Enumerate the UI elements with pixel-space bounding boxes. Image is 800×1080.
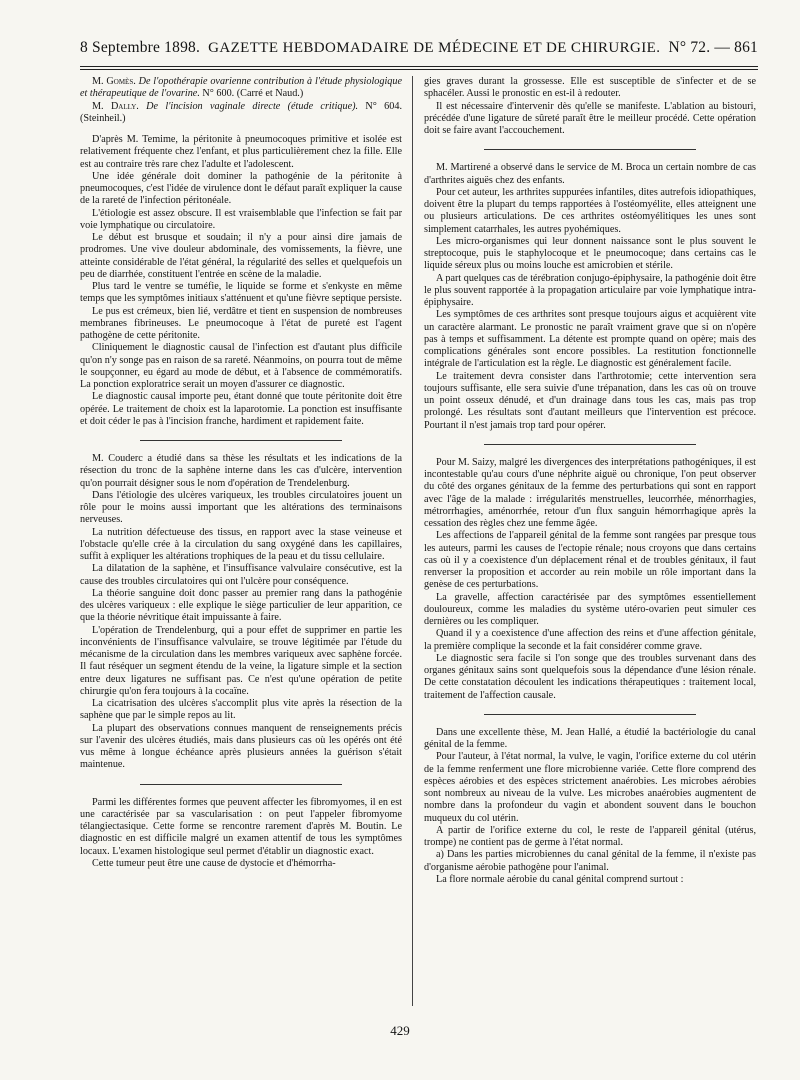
section-separator bbox=[484, 714, 696, 715]
reference-2 bbox=[80, 101, 402, 126]
paragraph: Pour l'auteur, à l'état normal, la vulve, le vagin, l'orifice externe du col utérin de la femme renferment une flore microbienne variée. Cette flore comprend des espèces aérobies et des espèces strictement anaérobies. Les microbes aérobies sont nombreux au niveau de la vulve. Les microbes anaérobies augmentent de nombre dans la profondeur du vagin et abondent souvent dans le bouchon muqueux du col utérin. bbox=[424, 751, 756, 824]
right-column bbox=[424, 76, 756, 1006]
column-divider bbox=[412, 76, 413, 1006]
paragraph: M. Couderc a étudié dans sa thèse les résultats et les indications de la résection du tronc de la saphène interne dans les cas d'ulcère, intervention qu'on pourrait désigner sous le nom d'opération de Trendelenburg. bbox=[80, 453, 402, 489]
paragraph: a) Dans les parties microbiennes du canal génital de la femme, il n'existe pas d'organisme aérobie pathogène pour l'animal. bbox=[424, 849, 756, 873]
paragraph: Dans l'étiologie des ulcères variqueux, les troubles circulatoires jouent un rôle pour le moins aussi important que les altérations des terminaisons nerveuses. bbox=[80, 489, 402, 526]
paragraph: La plupart des observations connues manquent de renseignements précis sur l'avenir des ulcères étudiés, mais dans plusieurs cas où les opérés ont été vus même à longue échéance après plusieurs années la guérison s'était maintenue. bbox=[80, 722, 402, 771]
paragraph: Une idée générale doit dominer la pathogénie de la péritonite à pneumocoques, c'est l'idée de virulence dont le défaut paraît expliquer la cause de la rareté de l'infection péritonéale. bbox=[80, 170, 402, 207]
article-temime bbox=[80, 134, 402, 428]
paragraph: Cette tumeur peut être une cause de dystocie et d'hémorrha- bbox=[92, 857, 336, 869]
paragraph: La flore normale aérobie du canal génital comprend surtout : bbox=[436, 873, 684, 885]
article-halle bbox=[424, 727, 756, 886]
reference-details: N° 600. (Carré et Naud.) bbox=[199, 88, 304, 100]
paragraph: gies graves durant la grossesse. Elle est susceptible de s'infecter et de se sphacéler. Aussi le pronostic en est-il à redouter. bbox=[424, 76, 756, 100]
section-separator bbox=[484, 444, 696, 445]
reference-title: De l'opothérapie ovarienne contribution à l'étude physiologique et thérapeutique de l'ovarine. bbox=[80, 76, 402, 100]
paragraph: La cicatrisation des ulcères s'accomplit plus vite après la résection de la saphène que par le simple repos au lit. bbox=[80, 698, 402, 722]
header-date: 8 Septembre 1898. bbox=[80, 39, 201, 56]
paragraph: Il est nécessaire d'intervenir dès qu'elle se manifeste. L'ablation au bistouri, précédée d'une ligature de sûreté paraît être le meilleur procédé. Cette opération doit se faire avant l'accouchement. bbox=[424, 100, 756, 136]
left-column bbox=[80, 76, 402, 1006]
paragraph: Le traitement devra consister dans l'arthrotomie; cette intervention sera toujours suffisante, elle sera suivie d'une trépanation, dans les cas où on trouve un point osseux dénudé, et d'un drainage dans tous les cas, mais pas trop prolongé. Les résultats sont d'autant meilleurs que l'intervention est précoce. Pourtant il n'est jamais trop tard pour opérer. bbox=[424, 370, 756, 431]
paragraph: La théorie sanguine doit donc passer au premier rang dans la pathogénie des ulcères variqueux : elle explique le siège particulier de leur apparition, ce que la théorie névritique était impuissante à faire. bbox=[80, 587, 402, 624]
paragraph: M. Martirené a observé dans le service de M. Broca un certain nombre de cas d'arthrites aiguës chez des enfants. bbox=[424, 162, 756, 186]
paragraph: Quand il y a coexistence d'une affection des reins et d'une affection génitale, la première complique la seconde et la fait considérer comme grave. bbox=[424, 628, 756, 652]
paragraph: A partir de l'orifice externe du col, le reste de l'appareil génital (utérus, trompe) ne contient pas de germe à l'état normal. bbox=[424, 824, 756, 848]
paragraph: Le diagnostic causal importe peu, étant donné que toute péritonite doit être opérée. Le traitement de choix est la laparotomie. La ponction est insuffisante et doit céder le pas à l'incision franche, hardiment et rapidement faite. bbox=[80, 391, 402, 427]
header-number: N° 72. — 861 bbox=[668, 39, 758, 56]
paragraph: Le diagnostic sera facile si l'on songe que des troubles survenant dans des organes génitaux sains sont quelquefois sous la dépendance d'une lésion rénale. De cette constatation découlent les indications thérapeutiques : traitement local, traitement de l'affection causale. bbox=[424, 652, 756, 701]
header-title: GAZETTE HEBDOMADAIRE DE MÉDECINE ET DE CHIRURGIE. bbox=[208, 40, 661, 56]
article-boutin-continued bbox=[424, 76, 756, 137]
paragraph: A part quelques cas de térébration conjugo-épiphysaire, la pathogénie doit être le plus souvent rapportée à la propagation articulaire par voie lymphatique intra-épiphysaire. bbox=[424, 272, 756, 308]
reference-1 bbox=[80, 76, 402, 101]
section-separator bbox=[140, 784, 342, 785]
article-couderc bbox=[80, 453, 402, 772]
reference-title: De l'incision vaginale directe (étude critique). bbox=[146, 100, 359, 112]
paragraph: Cliniquement le diagnostic causal de l'infection est d'autant plus difficile qu'on n'y songe pas en raison de sa rareté. Néanmoins, on pourra tout de même le soupçonner, eu égard au mode de début, et à l'absence de commémoratifs. La ponction exploratrice serait un moyen d'assurer ce diagnostic. bbox=[80, 342, 402, 390]
paragraph: Les symptômes de ces arthrites sont presque toujours aigus et acquièrent vite un caractère alarmant. Le pronostic ne paraît vraiment grave que si on n'opère pas à temps et suffisamment. La détente est prompte quand on opère; mais des complications générales sont encore possibles. La restitution fonctionnelle intégrale de l'articulation est la règle. Le diagnostic est généralement facile. bbox=[424, 309, 756, 370]
running-header bbox=[80, 39, 758, 63]
paragraph: Dans une excellente thèse, M. Jean Hallé, a étudié la bactériologie du canal génital de la femme. bbox=[424, 726, 756, 750]
page-number: 429 bbox=[390, 1023, 410, 1038]
reference-author: M. Dally. bbox=[92, 100, 139, 112]
paragraph: L'étiologie est assez obscure. Il est vraisemblable que l'infection se fait par voie lymphatique ou circulatoire. bbox=[80, 207, 402, 231]
paragraph: Plus tard le ventre se tuméfie, le liquide se forme et s'enkyste en même temps que les symptômes initiaux s'atténuent et qu'une fièvre septique persiste. bbox=[80, 281, 402, 305]
paragraph: Le début est brusque et soudain; il n'y a pour ainsi dire jamais de prodromes. Une vive douleur abdominale, des vomissements, la fièvre, une atteinte considérable de l'état général, la régularité des selles et quelquefois un peu de diarrhée, constituent l'entrée en scène de la maladie. bbox=[80, 232, 402, 280]
section-separator bbox=[140, 440, 342, 441]
article-saizy bbox=[424, 457, 756, 702]
paragraph: Les affections de l'appareil génital de la femme sont rangées par presque tous les auteurs, parmi les causes de l'ectopie rénale; nous croyons que dans certains cas où il y a coexistence d'un déplacement rénal et de troubles génitaux, il faut renverser la proposition et accorder au rein mobile un rôle important dans la genèse de ces perturbations. bbox=[424, 530, 756, 591]
paragraph: La dilatation de la saphène, et l'insuffisance valvulaire consécutive, est la cause des troubles circulatoires qui ont l'ulcère pour conséquence. bbox=[80, 563, 402, 587]
paragraph: Pour M. Saizy, malgré les divergences des interprétations pathogéniques, il est incontestable qu'au cours d'une néphrite aiguë ou chronique, l'on peut observer du côté des organes génitaux de la femme des perturbations qui sont en rapport avec l'âge de la malade : irrégularités menstruelles, leucorrhée, ménorrhagies, métrorrhagies, aménorrhée, retour d'un flux sanguin hémorrhagique après la cessation des règles chez une femme âgée. bbox=[424, 456, 756, 529]
article-boutin bbox=[80, 797, 402, 871]
paragraph: Le pus est crémeux, bien lié, verdâtre et tient en suspension de nombreuses membranes fibrineuses. Le pneumocoque à l'état de pureté est l'agent pathogène de cette péritonite. bbox=[80, 305, 402, 341]
header-rule bbox=[80, 66, 758, 67]
header-rule-double bbox=[80, 69, 758, 70]
paragraph: La nutrition défectueuse des tissus, en rapport avec la stase veineuse et l'obstacle qu'elle crée à la circulation du sang oxygéné dans les capillaires, suffit à expliquer les altérations trophiques de la peau et du tissu cellulaire. bbox=[80, 526, 402, 562]
paragraph: Les micro-organismes qui leur donnent naissance sont le plus souvent le streptocoque, puis le staphylocoque et le pneumocoque; dans certains cas le liquide séreux plus ou moins louche est amicrobien et stérile. bbox=[424, 235, 756, 272]
paragraph: Pour cet auteur, les arthrites suppurées infantiles, dites autrefois idiopathiques, doivent être la plupart du temps rapportées à l'ostéomyélite, elles atteignent une ou plusieurs articulations. De ces arthrites ostéomyélitiques les unes sont simplement catarrhales, les autres pyohémiques. bbox=[424, 186, 756, 235]
paragraph: D'après M. Temime, la péritonite à pneumocoques primitive et isolée est relativement fréquente chez l'enfant, et plus particulièrement chez la fille. Elle est au contraire très rare chez l'adulte et l'adolescent. bbox=[80, 134, 402, 170]
reference-author: M. Gomès. bbox=[92, 76, 136, 87]
paragraph: La gravelle, affection caractérisée par des symptômes essentiellement douloureux, comme les maladies du système utéro-ovarien peut simuler ces dernières ou les compliquer. bbox=[424, 591, 756, 627]
article-martirene bbox=[424, 162, 756, 432]
reference-details: N° 604. (Steinheil.) bbox=[80, 100, 402, 124]
paragraph: L'opération de Trendelenburg, qui a pour effet de supprimer en partie les inconvénients de l'insuffisance valvulaire, se trouve légitimée par l'étude du mécanisme de la circulation dans les membres variqueux avec saphène forcée. Il faut réséquer un segment étendu de la veine, la ligature simple et la section entre deux ligatures ne suffisant pas. Ce n'est qu'une opération de petite chirurgie qu'on fera toujours à la cocaïne. bbox=[80, 624, 402, 697]
paragraph: Parmi les différentes formes que peuvent affecter les fibromyomes, il en est une caractérisée par sa vascularisation : on peut l'appeler fibromyome télangiectasique. Cette forme se rencontre rarement d'après M. Boutin. Le diagnostic en est difficile malgré un examen attentif de tous les symptômes locaux. L'examen histologique seul permet d'établir un diagnostic exact. bbox=[80, 796, 402, 857]
section-separator bbox=[484, 149, 696, 150]
